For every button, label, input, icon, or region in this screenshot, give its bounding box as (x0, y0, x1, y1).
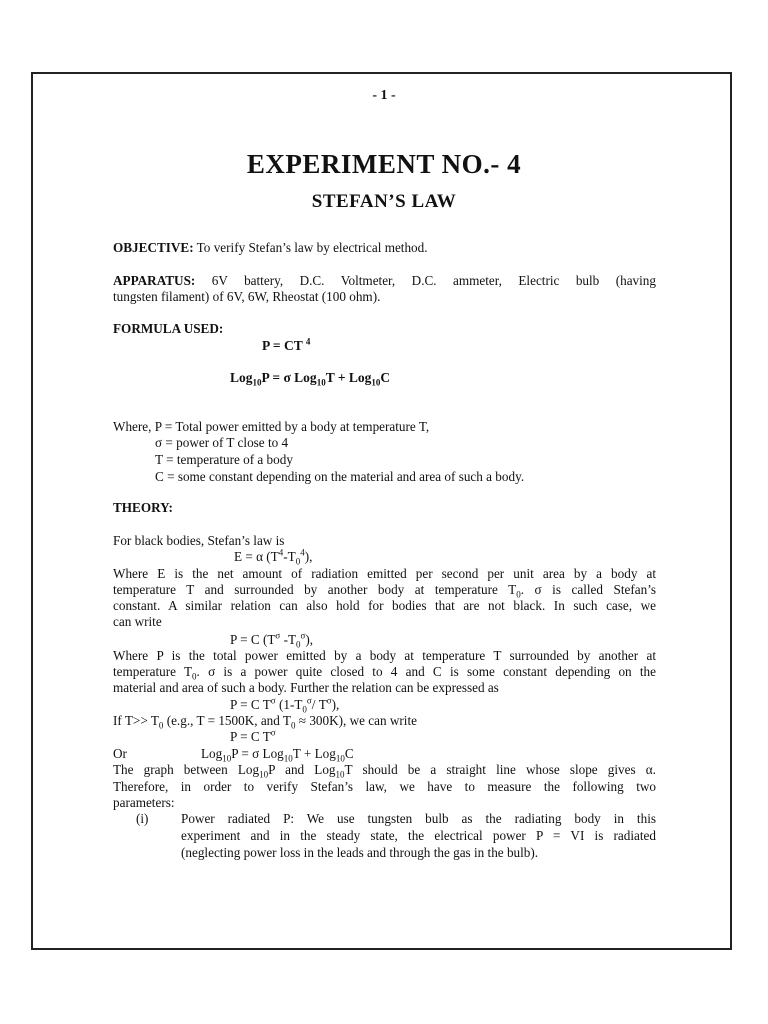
equation-p-3: P = C $T^\sigma$ (230, 727, 276, 744)
where-line-4: C = some constant depending on the material and area of such a body. (155, 469, 525, 484)
equation-log: Log$_{10}$P = σ Log$_{10}$T + Log$_{10}$C (201, 746, 354, 764)
apparatus-line-1 (113, 273, 656, 289)
theory-p2-line-1: Where P is the total power emitted by a body at temperature T surrounded by another at (113, 648, 656, 663)
list-item-marker: (i) (136, 811, 149, 826)
theory-p1-line-2: temperature T and surrounded by another body at temperature $T_0$. σ is called Stefan’s (113, 582, 657, 600)
where-line-1: Where, P = Total power emitted by a body at temperature T, (113, 419, 430, 434)
where-line-2: σ = power of T close to 4 (155, 435, 289, 450)
objective-text: To verify Stefan’s law by electrical method. (193, 240, 428, 255)
theory-p1-line-4: can write (113, 614, 162, 629)
objective-label: OBJECTIVE: (113, 240, 194, 255)
equation-p-2: P = C $T^\sigma$ ($1-T_0^\sigma/$ $T^\sigma$), (230, 695, 340, 715)
theory-p1-line-1: Where E is the net amount of radiation emitted per second per unit area by a body at (113, 566, 656, 581)
apparatus-text-1: 6V battery, D.C. Voltmeter, D.C. ammeter, Electric bulb (having (195, 273, 656, 288)
theory-p2-line-2: temperature $T_0$. σ is a power quite closed to 4 and C is some constant depending on the (113, 664, 656, 682)
apparatus-line-2: tungsten filament) of 6V, 6W, Rheostat (100 ohm). (113, 289, 381, 304)
list-item-line-1: Power radiated P: We use tungsten bulb as the radiating body in this (181, 811, 656, 826)
experiment-title: EXPERIMENT NO.- 4 (246, 149, 522, 179)
list-item-line-2: experiment and in the steady state, the electrical power P = VI is radiated (181, 828, 656, 843)
list-item-line-3: (neglecting power loss in the leads and through the gas in the bulb). (181, 845, 539, 860)
theory-p1-line-3: constant. A similar relation can also hold for bodies that are not black. In such case, we (113, 598, 656, 613)
theory-label: THEORY: (113, 500, 173, 515)
apparatus-label: APPARATUS: (113, 273, 196, 288)
formula-label: FORMULA USED: (113, 321, 224, 336)
theory-p3-line-1: The graph between Log$_{10}$P and Log$_{10}$T should be a straight line whose slope gives α. (113, 762, 656, 780)
if-condition-line: If $T>> T_0$ (e.g., T = 1500K, and $T_0 \approx 300K$), we can write (113, 713, 417, 731)
formula-equation-1: P = CT $^4$ (262, 336, 311, 353)
where-line-3: T = temperature of a body (155, 452, 293, 467)
formula-equation-2: Log$_{10}$P = σ Log$_{10}$T + Log$_{10}$C (230, 370, 391, 388)
theory-p2-line-3: material and area of such a body. Further the relation can be expressed as (113, 680, 499, 695)
page-number: - 1 - (372, 88, 396, 103)
theory-intro: For black bodies, Stefan’s law is (113, 533, 285, 548)
objective-line (113, 240, 428, 256)
equation-e: E = α $(T^4-T_0^4)$, (234, 547, 313, 567)
equation-p-1: P = C ($T^\sigma$ $-T_0^\sigma$), (230, 630, 314, 650)
or-label: Or (113, 746, 127, 761)
experiment-subtitle: STEFAN’S LAW (311, 191, 457, 212)
theory-p3-line-3: parameters: (113, 795, 175, 810)
theory-p3-line-2: Therefore, in order to verify Stefan’s law, we have to measure the following two (113, 779, 656, 794)
